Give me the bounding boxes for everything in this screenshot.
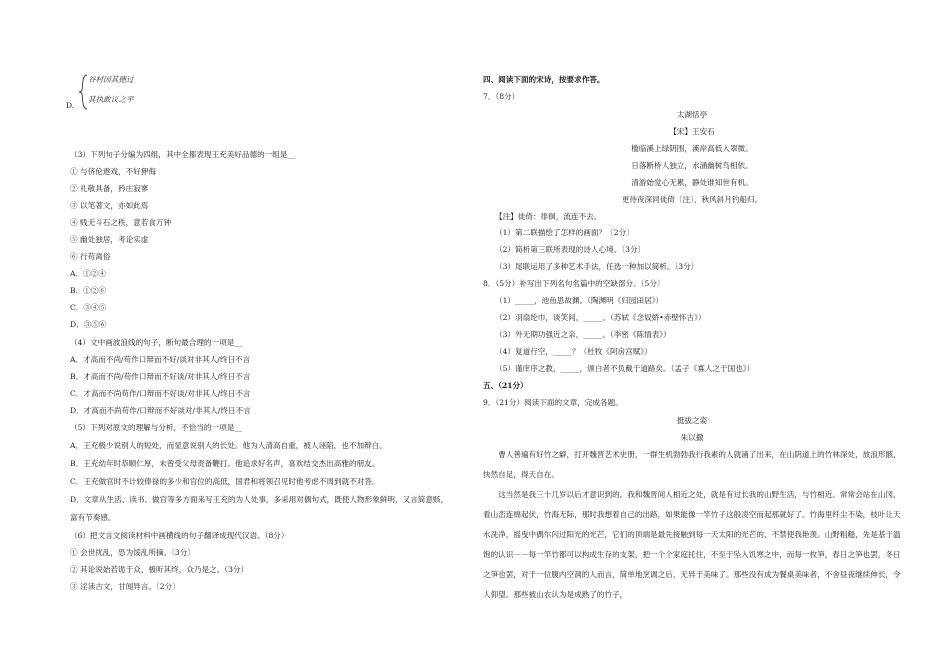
q3-item: ⑤ 幽处独居，考论实虚: [70, 235, 149, 244]
q3-option: A．①②④: [70, 269, 106, 278]
poem-title: 太湖恬亭: [676, 110, 708, 119]
q7-item: （2）简析第三联所表现的诗人心境。〔3分〕: [495, 245, 646, 254]
q8-head: 8．（5分）补写出下列名句名篇中的空缺部分。〔5分〕: [483, 279, 665, 288]
poem-note: 【注】徙倚：徘徊，流连不去。: [495, 212, 602, 221]
q4-option: C．才高而不尚苟作/口辩而不好谈/对非其人/终日不言: [70, 389, 251, 398]
q5-option: C．王充做官时不计较俸禄的多少和官位的高低，国君和将领召见时他考虑不周到就不对答。: [70, 477, 380, 486]
option-d-line1: 谷村因其德过: [88, 75, 134, 84]
q3-item: ① 与侪伦遨戏，不好狎侮: [70, 167, 156, 176]
q8-item: （2）羽扇纶巾，谈笑间，_____。（苏轼《念奴娇•赤壁怀古》）: [495, 313, 706, 322]
q6-stem: （6）把文言文阅读材料中画横线的句子翻译成现代汉语。（8分）: [70, 531, 289, 540]
q3-option: C．③④⑤: [70, 303, 107, 312]
q4-option: B．才高而不尚/苟作口辩而不好谈/对非其人/终日不言: [70, 372, 251, 381]
q3-item: ② 礼敬具备，矜庄寂寥: [70, 184, 149, 193]
option-d-label: D.: [66, 101, 75, 110]
essay-paragraph-1: 曹人善遍有好竹之癖，打开魏晋艺术史册，一群生机勃勃我行我素的人就涌了出来，在山阴道上的竹林深处，放浪形骸，快然自足，得天自在。: [483, 450, 901, 479]
option-d-line2: 其执敢议之平: [88, 95, 134, 104]
q8-item: （3）外无期功强近之亲，_____。（李密《陈情表》）: [495, 330, 671, 339]
q4-stem: （4）文中画波浪线的句子，断句最合理的一项是__: [70, 338, 242, 347]
essay-author: 朱以撒: [680, 433, 704, 442]
q8-item: （5）谨庠序之教，_____，颁白者不负戴于道路矣。（孟子《寡人之于国也》）: [495, 364, 755, 373]
q3-stem: （3）下列句子分编为四组，其中全都表现王充美好品德的一组是__: [70, 150, 296, 159]
poem-line: 槛临溪上绿阴围，溪岸高低入翠微。: [631, 144, 753, 153]
q6-item: ③ 淫读古文，甘闻异言。〔2分〕: [70, 582, 180, 591]
q7-head: 7．（8分）: [483, 92, 520, 101]
q4-option: A．才高而不尚/苟作口辩而不好/谈对非其人/终日不言: [70, 355, 251, 364]
section-5-title: 五、（21分）: [483, 381, 528, 390]
essay-paragraph-2: 这当然是我三十几岁以后才意识到的。我和魏晋间人相近之处，就是有过长我的山野生活，与竹相近。常常会站在山冈，看山峦连绵起伏，竹海无际，那时我想着自己的出路，如果能像一竿竹子这般凌空而起那就好了。竹海里纤尘不染，枝叶让天水洗净，摇曳中偶尔闪过阳光的光芒，它们的顶端是最先接触到每一天太阳的光芒的，不禁使我艳羡。山野粗糙，先是基于温饱的认识－－每一竿竹都可以构成生存的支架，把一个个家庭托住，不至于坠入饥寒之中，而每一枚笋，春日之笋也罢，冬日之笋也罢，对于一位腹内空洞的人而言，简单地烹调之后，无异于美味了。那些没有成为餐桌美味者，不舍昼夜继续伸长，令人仰望。那些被山农认为是成熟了的竹子，: [483, 490, 901, 599]
q8-item: （1）_____，池鱼思故渊。（陶渊明《归园田居》）: [495, 296, 664, 305]
q3-option: B．①②⑥: [70, 286, 106, 295]
q6-item: ② 其论说始若诡于众，极听其终，众乃是之。（3分）: [70, 565, 249, 574]
poem-line: 更待夜深同徙倚〔注〕，秋风斜月钓船归。: [621, 195, 763, 204]
q4-option: D．才高而不尚苟作/口辩而不好谈对/非其人/终日不言: [70, 406, 251, 415]
q3-option: D．③⑤⑥: [70, 320, 107, 329]
q7-item: （3）尾联运用了多种艺术手法，任选一种加以简析。〔3分〕: [495, 262, 699, 271]
q9-head: 9．（21分）阅读下面的文章，完成各题。: [483, 398, 623, 407]
q7-item: （1）第二联描绘了怎样的画面？〔2分〕: [495, 228, 634, 237]
essay-title: 挺拔之姿: [676, 416, 708, 425]
poem-line: 日落断桥人独立，水涵幽树鸟相依。: [631, 161, 753, 170]
poem-author: 【宋】王安石: [669, 127, 715, 136]
q3-item: ⑥ 行苟离俗: [70, 252, 111, 261]
section-4-title: 四、阅读下面的宋诗，按要求作答。: [483, 75, 605, 84]
q8-item: （4）复道行空，_____？（杜牧《阿房宫赋》）: [495, 347, 652, 356]
q3-item: ④ 贱无斗石之秩，意若食万钟: [70, 218, 172, 227]
poem-line: 清游始觉心无累，静处谁知世有机。: [631, 178, 753, 187]
q5-stem: （5）下列对原文的理解与分析，不恰当的一项是__: [70, 423, 242, 432]
q5-option: A．王充极少说别人的短处，而显意说别人的长处。他为人清高自重，被人诬陷，也不加辩白。: [70, 441, 387, 450]
q5-option: D．文章从生活、读书、做官等多方面来写王充的为人处事，多采用对偶句式，既使人物形象鲜明，又言简意赅，: [70, 495, 449, 504]
brace-icon: [78, 74, 88, 110]
q5-option-continued: 富有节奏感。: [70, 513, 116, 522]
q3-item: ③ 以笔著文，亦如此焉: [70, 201, 149, 210]
q5-option: B．王充幼年时恭顺仁厚，未曾受父母责备鞭打。他追求好名声，喜欢结交杰出高雅的朋友。: [70, 459, 380, 468]
q6-item: ① 会世扰乱，恐为馁乱所摘。〔3分〕: [70, 548, 195, 557]
